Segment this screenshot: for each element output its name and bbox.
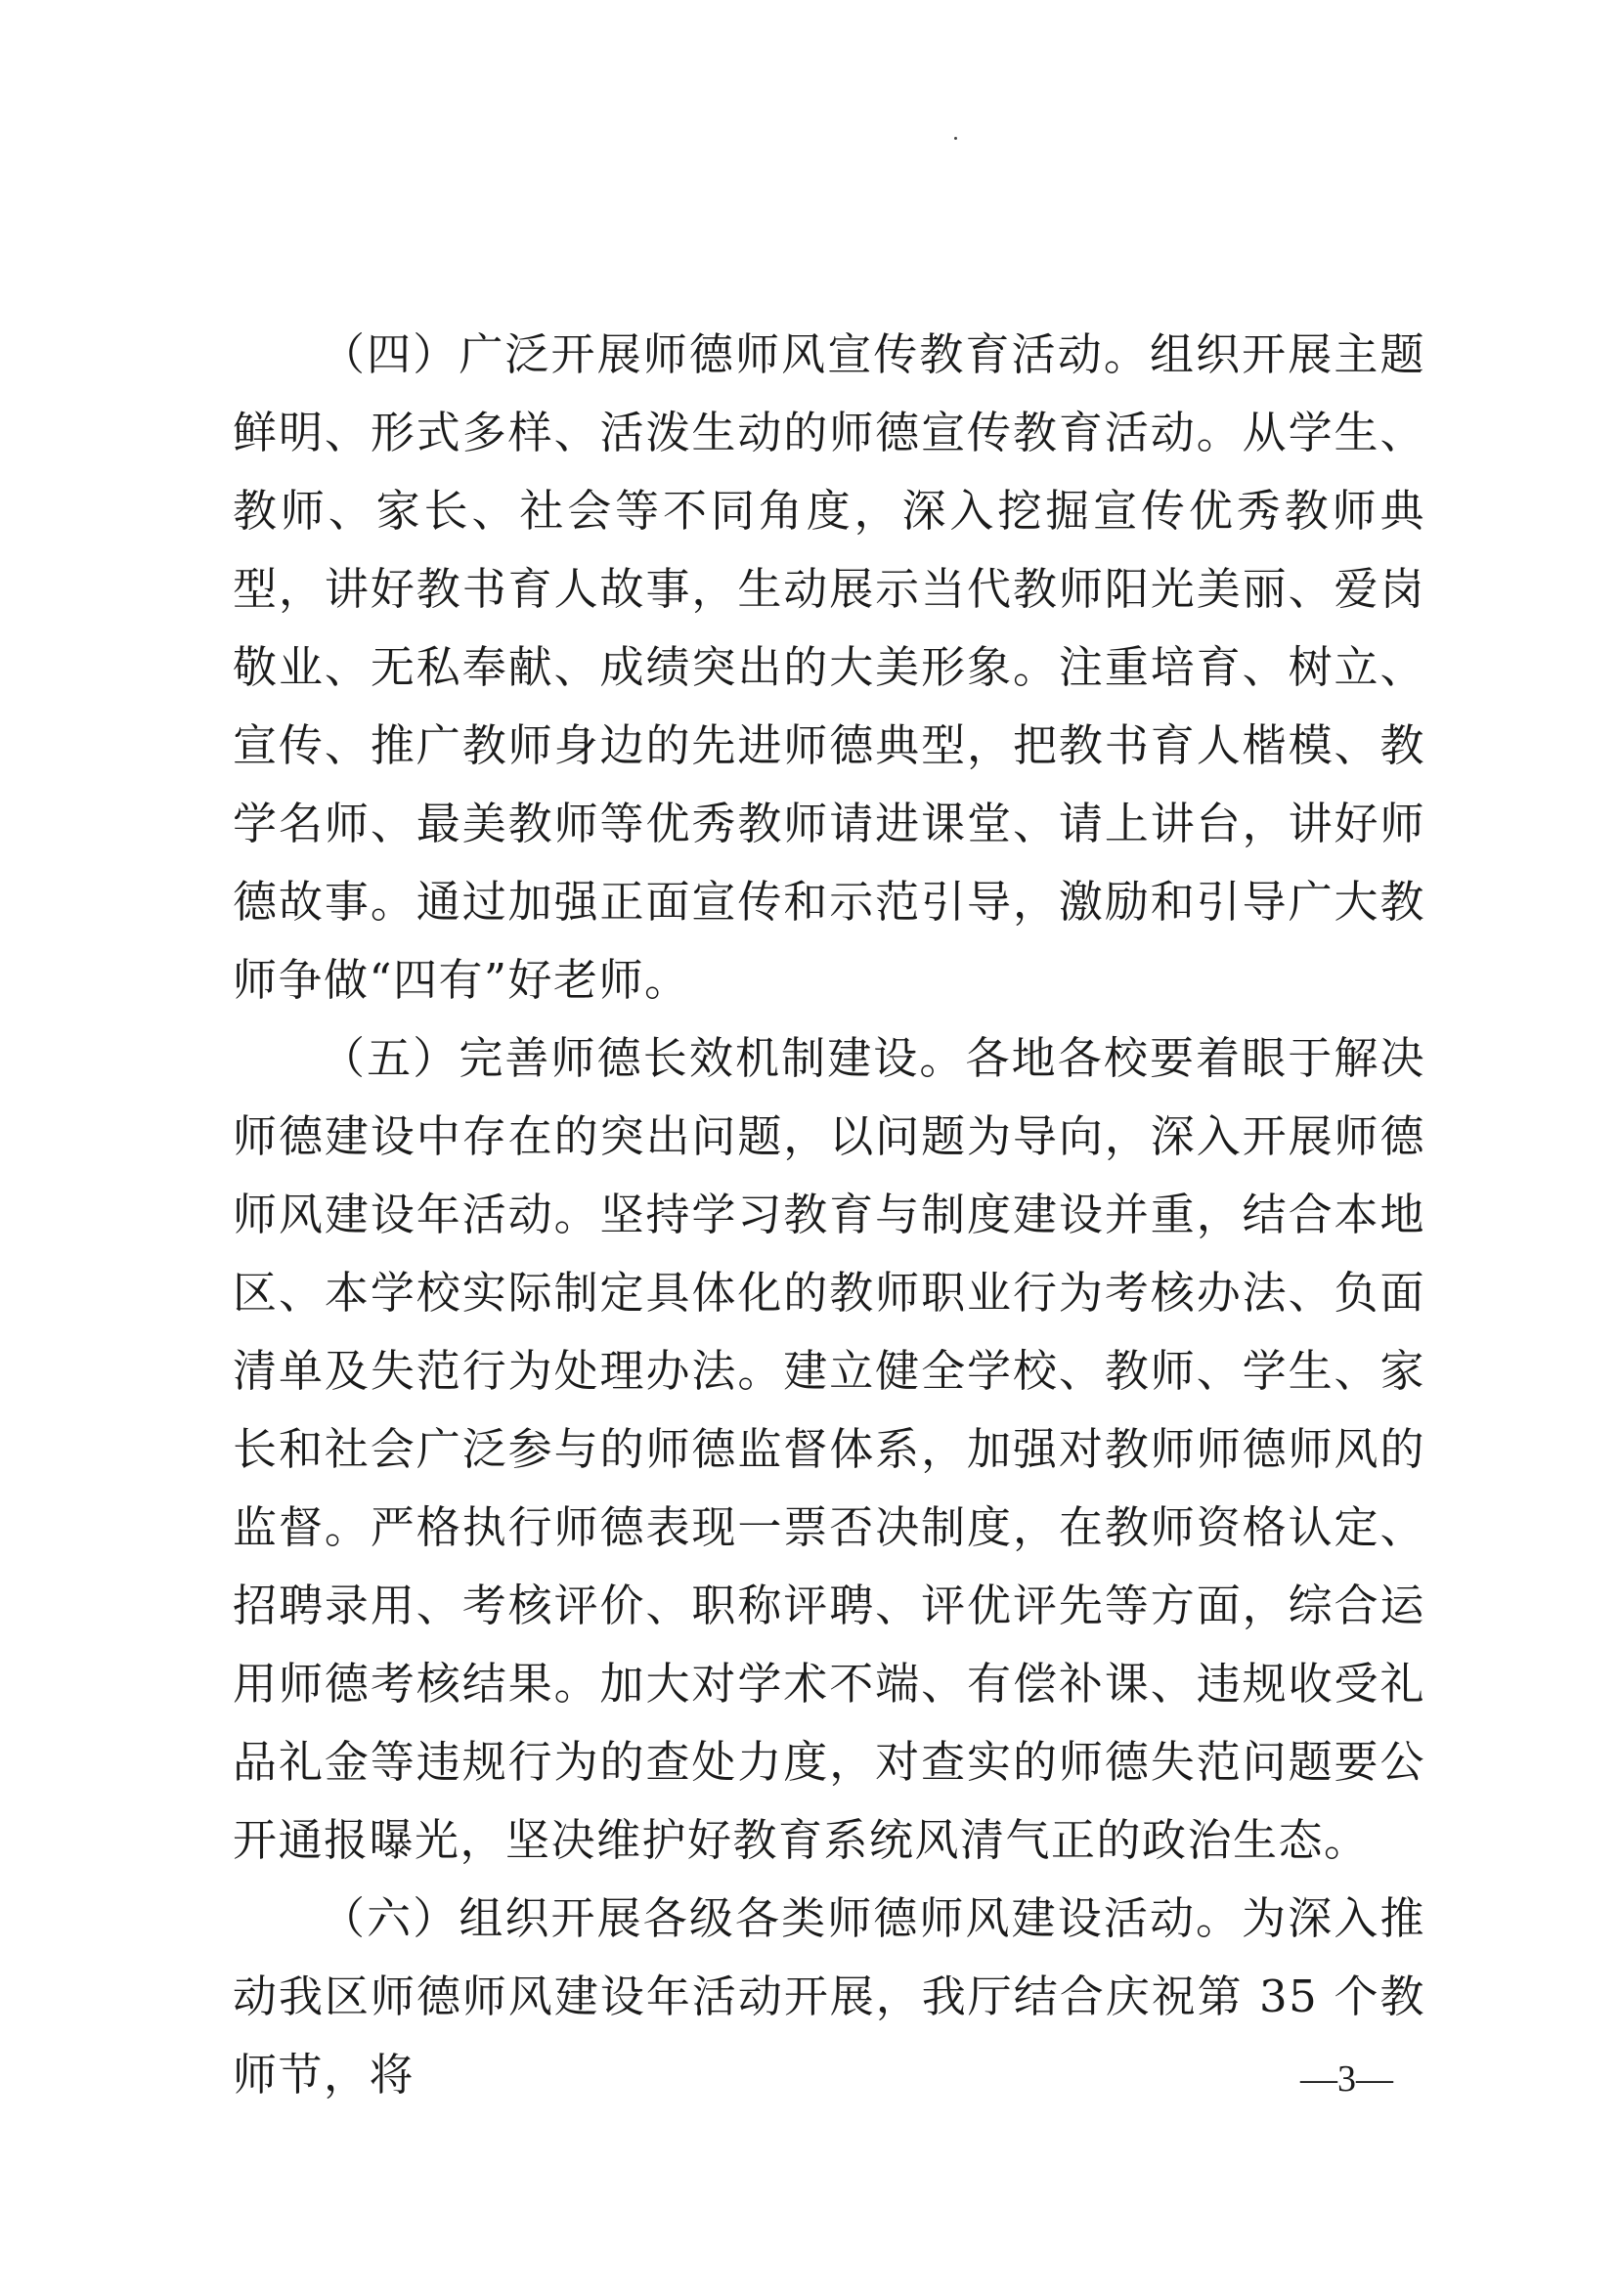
paragraph-5-mechanism: （五）完善师德长效机制建设。各地各校要着眼于解决师德建设中存在的突出问题，以问题为导向，深入开展师德师风建设年活动。坚持学习教育与制度建设并重，结合本地区、本学校实际制定具体化的教师职业行为考核办法、负面清单及失范行为处理办法。建立健全学校、教师、学生、家长和社会广泛参与的师德监督体系，加强对教师师德师风的监督。严格执行师德表现一票否决制度，在教师资格认定、招聘录用、考核评价、职称评聘、评优评先等方面，综合运用师德考核结果。加大对学术不端、有偿补课、违规收受礼品礼金等违规行为的查处力度，对查实的师德失范问题要公开通报曝光，坚决维护好教育系统风清气正的政治生态。 — [233, 1032, 1425, 1866]
scan-speck — [954, 137, 957, 140]
paragraph-6-activities: （六）组织开展各级各类师德师风建设活动。为深入推动我区师德师风建设年活动开展，我厅结合庆祝第 35 个教师节，将 — [233, 1892, 1425, 2101]
page-number: —3— — [1300, 2058, 1393, 2100]
paragraph-4-publicity: （四）广泛开展师德师风宣传教育活动。组织开展主题鲜明、形式多样、活泼生动的师德宣传教育活动。从学生、教师、家长、社会等不同角度，深入挖掘宣传优秀教师典型，讲好教书育人故事，生动展示当代教师阳光美丽、爱岗敬业、无私奉献、成绩突出的大美形象。注重培育、树立、宣传、推广教师身边的先进师德典型，把教书育人楷模、教学名师、最美教师等优秀教师请进课堂、请上讲台，讲好师德故事。通过加强正面宣传和示范引导，激励和引导广大教师争做“四有”好老师。 — [233, 328, 1425, 1006]
body-text — [233, 316, 1425, 2114]
